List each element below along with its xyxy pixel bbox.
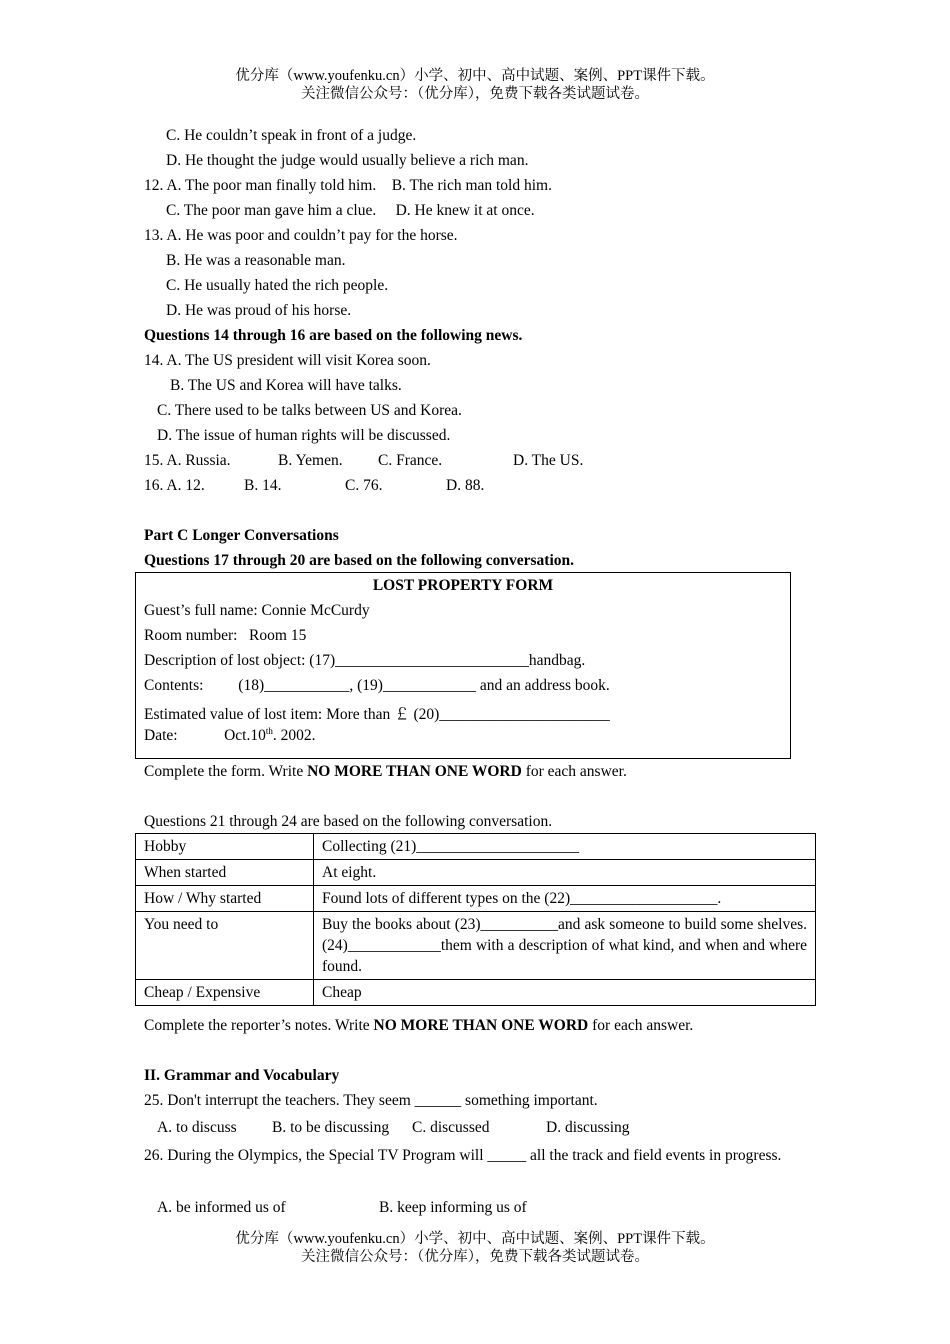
form-instruction-pre: Complete the form. Write: [144, 763, 308, 780]
q16-option-a: 16. A. 12.: [144, 477, 205, 494]
notes-label: How / Why started: [136, 886, 314, 912]
notes-row: [136, 980, 816, 1006]
form-guest-name: Guest’s full name: Connie McCurdy: [144, 602, 370, 619]
q13-option-d: D. He was proud of his horse.: [166, 302, 352, 319]
notes-value: Found lots of different types on the (22)___________________.: [314, 886, 816, 912]
conversation-1-heading: Questions 17 through 20 are based on the following conversation.: [144, 552, 575, 569]
form-instruction-post: for each answer.: [521, 763, 627, 780]
form-description: Description of lost object: (17)_________________________handbag.: [144, 652, 586, 669]
part-c-heading: Part C Longer Conversations: [144, 527, 339, 544]
notes-value: Cheap: [314, 980, 816, 1006]
q25-option-d: D. discussing: [546, 1119, 630, 1136]
footer-line-1: 优分库（www.youfenku.cn）小学、初中、高中试题、案例、PPT课件下载。: [235, 1231, 715, 1247]
q15-option-d: D. The US.: [513, 452, 584, 469]
form-instruction: [144, 763, 627, 781]
footer-line-2: 关注微信公众号：（优分库），免费下载各类试题试卷。: [301, 1249, 649, 1265]
notes-value: Collecting (21)_____________________: [314, 834, 816, 860]
q14-option-d: D. The issue of human rights will be discussed.: [157, 427, 451, 444]
q14-option-a: 14. A. The US president will visit Korea soon.: [144, 352, 431, 369]
notes-instruction: [144, 1017, 693, 1035]
notes-row: [136, 834, 816, 860]
q13-option-a: 13. A. He was poor and couldn’t pay for the horse.: [144, 227, 458, 244]
notes-instruction-bold: NO MORE THAN ONE WORD: [373, 1017, 589, 1034]
q25-option-c: C. discussed: [412, 1119, 490, 1136]
q15-option-b: B. Yemen.: [278, 452, 343, 469]
q16-option-c: C. 76.: [345, 477, 383, 494]
header-line-2: 关注微信公众号：（优分库），免费下载各类试题试卷。: [301, 86, 649, 102]
notes-label: You need to: [136, 912, 314, 980]
section-2-heading: II. Grammar and Vocabulary: [144, 1067, 340, 1084]
q26-stem: 26. During the Olympics, the Special TV Program will _____ all the track and field events in progress.: [144, 1147, 782, 1164]
q25-option-b: B. to be discussing: [272, 1119, 390, 1136]
q26-option-b: B. keep informing us of: [379, 1199, 527, 1216]
notes-label: Hobby: [136, 834, 314, 860]
q12-options-cd: C. The poor man gave him a clue. D. He knew it at once.: [166, 202, 535, 219]
form-date-label: Date: Oct.10: [144, 727, 266, 744]
form-contents: Contents: (18)___________, (19)____________ and an address book.: [144, 677, 610, 694]
form-room-number: Room number: Room 15: [144, 627, 307, 644]
form-date-year: . 2002.: [272, 727, 316, 744]
conversation-2-heading: Questions 21 through 24 are based on the following conversation.: [144, 813, 553, 830]
notes-instruction-pre: Complete the reporter’s notes. Write: [144, 1017, 374, 1034]
form-instruction-bold: NO MORE THAN ONE WORD: [307, 763, 522, 780]
notes-value: At eight.: [314, 860, 816, 886]
q12-options-ab: 12. A. The poor man finally told him. B. The rich man told him.: [144, 177, 552, 194]
notes-instruction-post: for each answer.: [588, 1017, 694, 1034]
q25-stem: 25. Don't interrupt the teachers. They seem ______ something important.: [144, 1092, 598, 1109]
notes-row: [136, 912, 816, 980]
q15-option-a: 15. A. Russia.: [144, 452, 231, 469]
q13-option-b: B. He was a reasonable man.: [166, 252, 346, 269]
form-estimated-value: Estimated value of lost item: More than ￡ (20)______________________: [144, 706, 610, 723]
notes-label: When started: [136, 860, 314, 886]
q11-option-c: C. He couldn’t speak in front of a judge.: [166, 127, 417, 144]
news-heading: Questions 14 through 16 are based on the following news.: [144, 327, 523, 344]
q11-option-d: D. He thought the judge would usually believe a rich man.: [166, 152, 529, 169]
q16-option-b: B. 14.: [244, 477, 282, 494]
q14-option-b: B. The US and Korea will have talks.: [170, 377, 402, 394]
q15-option-c: C. France.: [378, 452, 443, 469]
q16-option-d: D. 88.: [446, 477, 485, 494]
form-title: LOST PROPERTY FORM: [372, 577, 554, 594]
q25-option-a: A. to discuss: [157, 1119, 237, 1136]
notes-value: Buy the books about (23)__________and ask someone to build some shelves. (24)____________them with a description of what kind, and when and where found.: [314, 912, 816, 980]
lost-property-form: [135, 572, 791, 759]
reporter-notes-table: [135, 833, 816, 1006]
notes-row: [136, 886, 816, 912]
notes-row: [136, 860, 816, 886]
q26-option-a: A. be informed us of: [157, 1199, 286, 1216]
notes-label: Cheap / Expensive: [136, 980, 314, 1006]
header-line-1: 优分库（www.youfenku.cn）小学、初中、高中试题、案例、PPT课件下载。: [235, 68, 715, 84]
q13-option-c: C. He usually hated the rich people.: [166, 277, 389, 294]
form-date-suffix: th: [265, 725, 273, 736]
form-date: [144, 727, 315, 745]
q14-option-c: C. There used to be talks between US and Korea.: [157, 402, 462, 419]
